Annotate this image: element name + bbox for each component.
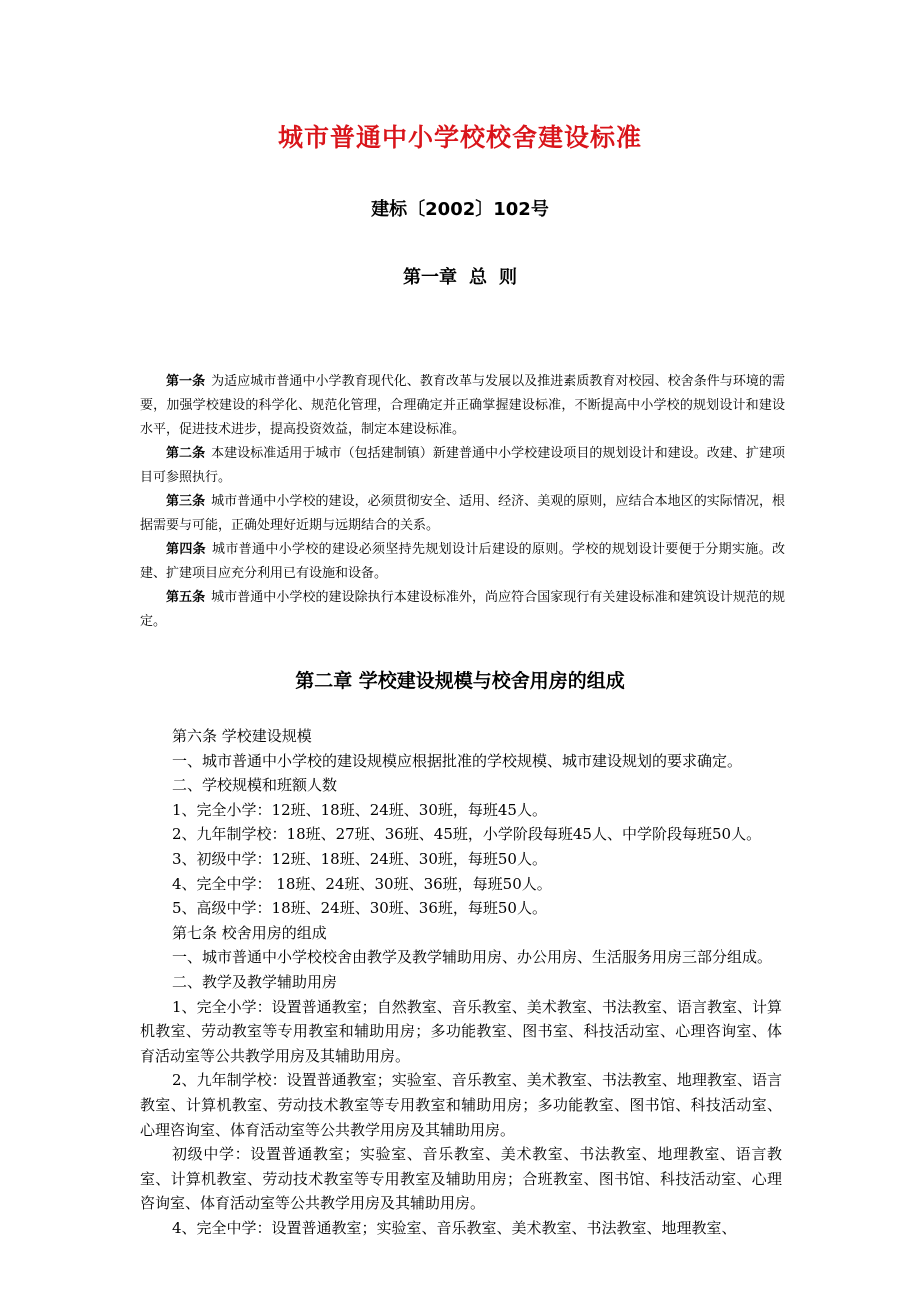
chapter-1-number: 第一章: [403, 267, 457, 288]
article-label: 第二条: [166, 446, 206, 461]
chapter-2-heading: 第二章 学校建设规模与校舍用房的组成: [295, 670, 625, 692]
paragraph: 第七条 校舍用房的组成: [172, 923, 327, 942]
article-label: 第五条: [166, 590, 206, 605]
chapter-1-title-b: 则: [499, 267, 517, 288]
paragraph: 3、初级中学：12班、18班、24班、30班，每班50人。: [172, 849, 547, 868]
article-text: 城市普通中小学校的建设，必须贯彻安全、适用、经济、美观的原则，应结合本地区的实际情况，根据需要与可能，正确处理好近期与远期结合的关系。: [140, 494, 785, 533]
paragraph: 1、完全小学：12班、18班、24班、30班，每班45人。: [172, 800, 547, 819]
article-text: 本建设标准适用于城市（包括建制镇）新建普通中小学校建设项目的规划设计和建设。改建、扩建项目可参照执行。: [140, 446, 785, 485]
article-4: [140, 538, 785, 586]
article-1: [140, 370, 785, 442]
paragraph: 2、九年制学校：设置普通教室；实验室、音乐教室、美术教室、书法教室、地理教室、语言教室、计算机教室、劳动技术教室等专用教室和辅助用房；多功能教室、图书馆、科技活动室、心理咨询室、体育活动室等公共教学用房及其辅助用房。: [140, 1071, 782, 1139]
article-5: [140, 586, 785, 634]
chapter-1-articles: [140, 370, 785, 634]
article-label: 第一条: [166, 374, 206, 389]
document-title: 城市普通中小学校校舍建设标准: [277, 123, 642, 152]
chapter-1-title-a: 总: [469, 267, 487, 288]
paragraph: 4、完全中学：设置普通教室；实验室、音乐教室、美术教室、书法教室、地理教室、: [172, 1218, 737, 1237]
paragraph: 二、教学及教学辅助用房: [172, 972, 338, 991]
paragraph: 二、学校规模和班额人数: [172, 776, 338, 795]
paragraph: 1、完全小学：设置普通教室；自然教室、音乐教室、美术教室、书法教室、语言教室、计算机教室、劳动教室等专用教室和辅助用房；多功能教室、图书室、科技活动室、心理咨询室、体育活动室等公共教学用房及其辅助用房。: [140, 997, 782, 1065]
paragraph: 5、高级中学：18班、24班、30班、36班，每班50人。: [172, 899, 547, 918]
paragraph: 初级中学：设置普通教室；实验室、音乐教室、美术教室、书法教室、地理教室、语言教室、计算机教室、劳动技术教室等专用教室及辅助用房；合班教室、图书馆、科技活动室、心理咨询室、体育活动室等公共教学用房及其辅助用房。: [140, 1145, 782, 1213]
paragraph: 一、城市普通中小学校的建设规模应根据批准的学校规模、城市建设规划的要求确定。: [172, 751, 743, 770]
article-text: 城市普通中小学校的建设除执行本建设标准外，尚应符合国家现行有关建设标准和建筑设计规范的规定。: [140, 590, 785, 629]
document-number: 建标〔2002〕102号: [371, 199, 549, 220]
chapter-1-heading: [0, 263, 920, 289]
article-text: 为适应城市普通中小学教育现代化、教育改革与发展以及推进素质教育对校园、校舍条件与环境的需要，加强学校建设的科学化、规范化管理，合理确定并正确掌握建设标准，不断提高中小学校的规划设计和建设水平，促进技术进步，提高投资效益，制定本建设标准。: [140, 374, 785, 437]
paragraph: 第六条 学校建设规模: [172, 727, 312, 745]
article-label: 第四条: [166, 542, 206, 557]
article-3: [140, 490, 785, 538]
chapter-2-body: [140, 724, 782, 1240]
article-2: [140, 442, 785, 490]
paragraph: 4、完全中学： 18班、24班、30班、36班，每班50人。: [172, 874, 552, 893]
paragraph: 2、九年制学校：18班、27班、36班、45班，小学阶段每班45人、中学阶段每班50人。: [172, 825, 762, 844]
paragraph: 一、城市普通中小学校校舍由教学及教学辅助用房、办公用房、生活服务用房三部分组成。: [172, 948, 773, 967]
article-text: 城市普通中小学校的建设必须坚持先规划设计后建设的原则。学校的规划设计要便于分期实施。改建、扩建项目应充分利用已有设施和设备。: [140, 542, 785, 581]
article-label: 第三条: [166, 494, 206, 509]
